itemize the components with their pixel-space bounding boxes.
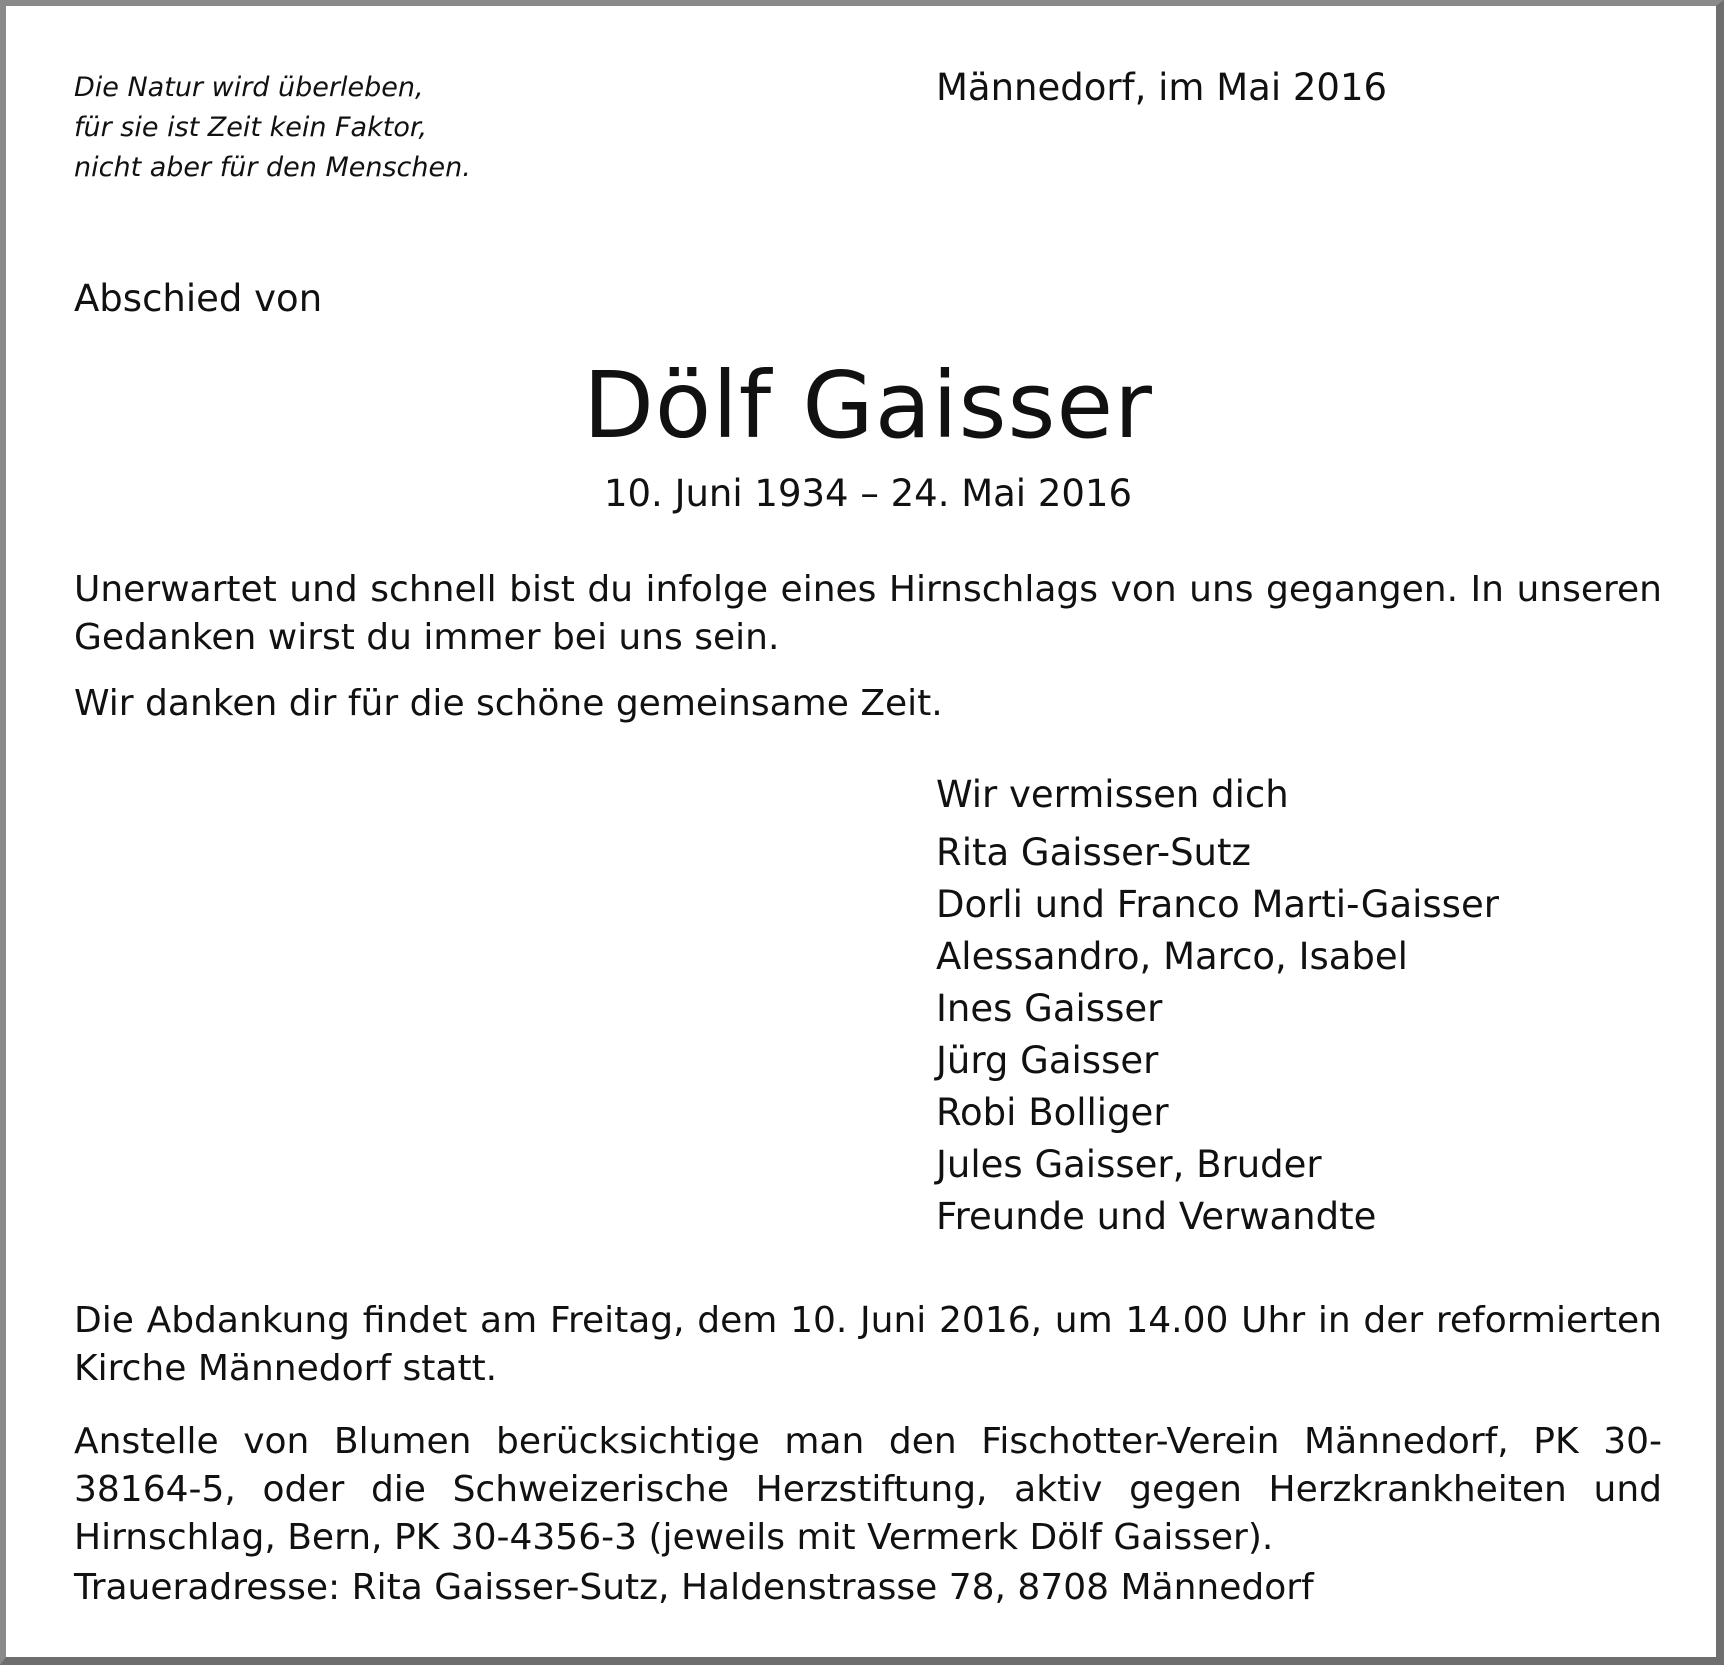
farewell-heading: Abschied von [74, 277, 323, 320]
life-dates: 10. Juni 1934 – 24. Mai 2016 [603, 472, 1133, 515]
motto-line: für sie ist Zeit kein Faktor, [74, 112, 428, 143]
mourner-entry: Freunde und Verwandte [936, 1195, 1377, 1238]
mourner-entry: Ines Gaisser [936, 987, 1163, 1030]
motto-line: Die Natur wird überleben, [74, 72, 424, 103]
funeral-service-paragraph: Die Abdankung findet am Freitag, dem 10. Juni 2016, um 14.00 Uhr in der reformierten Kirche Männedorf statt. [74, 1300, 1662, 1389]
mourner-entry: Rita Gaisser-Sutz [936, 831, 1251, 874]
place-date: Männedorf, im Mai 2016 [936, 66, 1388, 109]
mourner-entry: Robi Bolliger [936, 1091, 1169, 1134]
mourner-entry: Alessandro, Marco, Isabel [936, 935, 1408, 978]
mourners-list [936, 769, 1499, 1243]
mourning-address: Traueradresse: Rita Gaisser-Sutz, Haldenstrasse 78, 8708 Männedorf [74, 1567, 1314, 1608]
deceased-name: Dölf Gaisser [583, 352, 1153, 459]
mourner-entry: Dorli und Franco Marti-Gaisser [936, 883, 1499, 926]
thanks-paragraph: Wir danken dir für die schöne gemeinsame Zeit. [74, 683, 943, 724]
mourners-heading: Wir vermissen dich [936, 773, 1289, 816]
motto-quote [74, 68, 471, 188]
donations-paragraph: Anstelle von Blumen berücksichtige man den Fischotter-Verein Männedorf, PK 30-38164-5, oder die Schweizerische Herzstiftung, aktiv gegen Herzkrankheiten und Hirnschlag, Bern, PK 30-4356-3 (jeweils mit Vermerk Dölf Gaisser). [74, 1421, 1662, 1558]
mourner-entry: Jules Gaisser, Bruder [936, 1143, 1322, 1186]
motto-line: nicht aber für den Menschen. [74, 152, 471, 183]
mourner-entry: Jürg Gaisser [936, 1039, 1159, 1082]
condolence-paragraph: Unerwartet und schnell bist du infolge eines Hirnschlags von uns gegangen. In unseren Gedanken wirst du immer bei uns sein. [74, 569, 1662, 658]
